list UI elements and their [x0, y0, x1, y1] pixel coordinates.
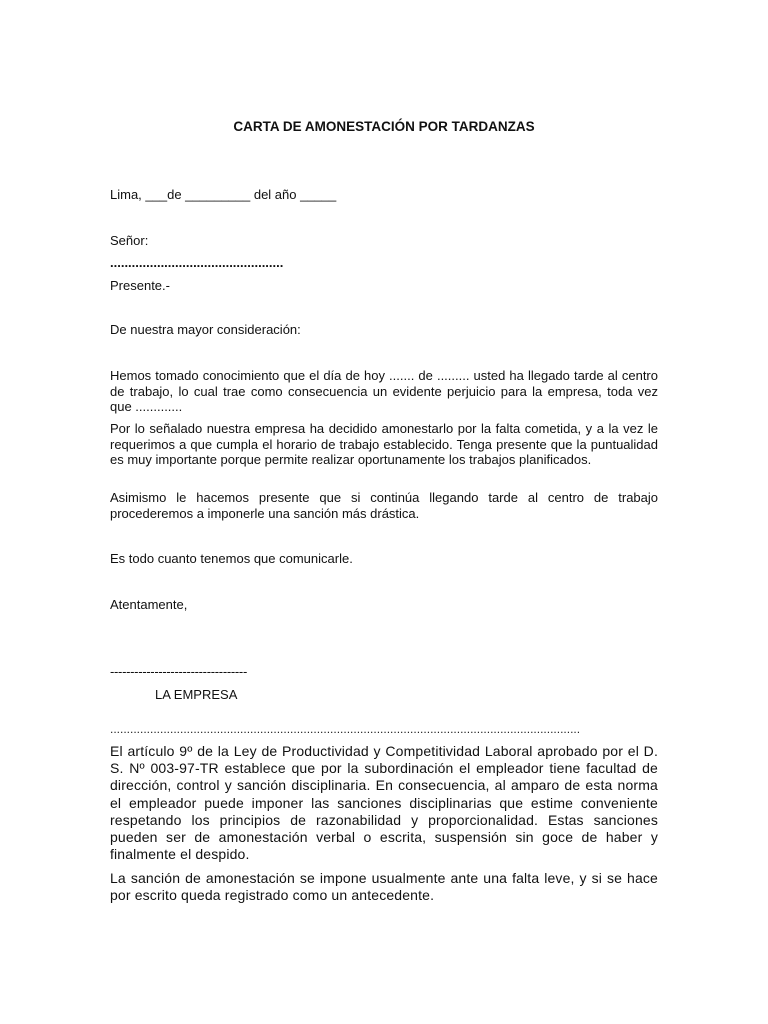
body-paragraph-3: Asimismo le hacemos presente que si continúa llegando tarde al centro de trabajo procederemos a imponerle una sanción más drástica. [110, 490, 658, 521]
closing-statement: Es todo cuanto tenemos que comunicarle. [110, 551, 353, 566]
presente-line: Presente.- [110, 278, 170, 293]
salutation: Señor: [110, 233, 149, 248]
body-paragraph-1: Hemos tomado conocimiento que el día de hoy ....... de ......... usted ha llegado tarde al centro de trabajo, lo cual trae como consecuencia un evidente perjuicio para la empresa, toda vez que ............. [110, 368, 658, 414]
section-separator: ............................................................................................................................................. [110, 722, 581, 736]
letter-title: CARTA DE AMONESTACIÓN POR TARDANZAS [233, 119, 535, 134]
signature-line: ---------------------------------- [110, 664, 247, 679]
addressee-placeholder: ................................................ [110, 255, 284, 270]
body-paragraph-2: Por lo señalado nuestra empresa ha decidido amonestarlo por la falta cometida, y a la vez le requerimos a que cumpla el horario de trabajo establecido. Tenga presente que la puntualidad es muy importante porque permite realizar oportunamente los trabajos planificados. [110, 421, 658, 467]
legal-note-paragraph-2: La sanción de amonestación se impone usualmente ante una falta leve, y si se hace por escrito queda registrado como un antecedente. [110, 870, 658, 904]
signatory-name: LA EMPRESA [155, 687, 238, 702]
greeting: De nuestra mayor consideración: [110, 322, 301, 337]
date-line: Lima, ___de _________ del año _____ [110, 187, 337, 202]
sign-off: Atentamente, [110, 597, 188, 612]
legal-note-paragraph-1: El artículo 9º de la Ley de Productividad y Competitividad Laboral aprobado por el D. S. Nº 003-97-TR establece que por la subordinación el empleador tiene facultad de dirección, control y sanción disciplinaria. En consecuencia, al amparo de esta norma el empleador puede imponer las sanciones disciplinarias que estime conveniente respetando los principios de razonabilidad y proporcionalidad. Estas sanciones pueden ser de amonestación verbal o escrita, suspensión sin goce de haber y finalmente el despido. [110, 743, 658, 863]
